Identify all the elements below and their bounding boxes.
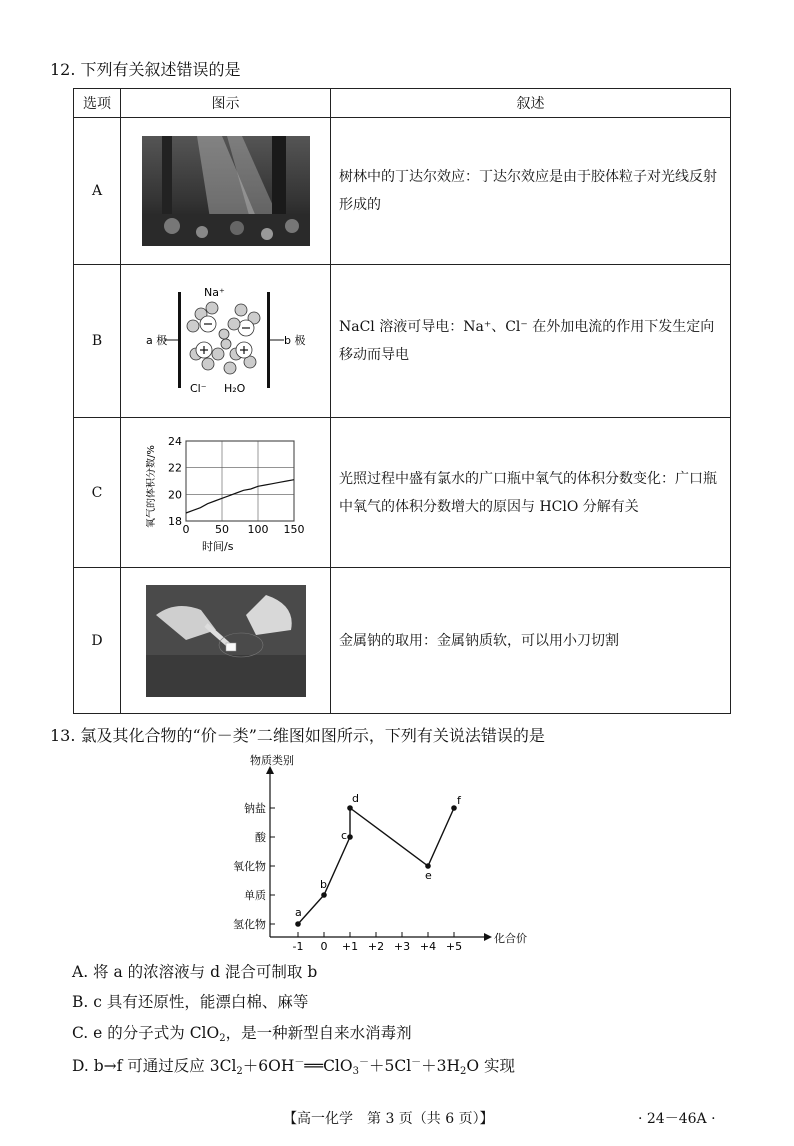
point-label-a: a — [295, 906, 302, 919]
table-row-a — [74, 118, 731, 265]
point-label-d: d — [352, 792, 359, 805]
point-label-c: c — [341, 829, 348, 842]
choice-b: B. c 具有还原性，能漂白棉、麻等 — [72, 993, 309, 1011]
oxygen-fraction-chart — [146, 433, 306, 553]
chartc-y-tick-label: 22 — [167, 461, 182, 475]
nacl-electrolysis-diagram — [146, 284, 306, 399]
chartc-y-tick-label: 20 — [167, 487, 182, 501]
choice-d: D. b→f 可通过反应 $3Cl_2+6OH^-══ClO_3^-+5Cl^-+3H_2O$ 实现 — [72, 1057, 516, 1077]
choice-a: A. 将 a 的浓溶液与 d 混合可制取 b — [72, 963, 318, 981]
y-tick-label: 钠盐 — [244, 802, 266, 815]
x-tick-label: 0 — [320, 940, 328, 952]
valence-class-chart — [230, 752, 550, 952]
table-row-b — [74, 265, 731, 418]
option-description: 树林中的丁达尔效应：丁达尔效应是由于胶体粒子对光线反射形成的 — [331, 118, 731, 265]
chartc-ylabel: 氧气的体积分数/% — [145, 444, 157, 528]
chartc-xlabel: 时间/s — [201, 539, 233, 553]
option-label: C — [74, 418, 121, 568]
chartc-y-tick-label: 24 — [167, 434, 182, 448]
question-13-title: 13. 氯及其化合物的“价－类”二维图如图所示，下列有关说法错误的是 — [50, 726, 545, 745]
chartc-x-tick-label: 50 — [214, 522, 229, 536]
y-tick-label: 氧化物 — [233, 860, 266, 873]
chartc-x-tick-label: 100 — [247, 522, 268, 536]
option-description: 金属钠的取用：金属钠质软，可以用小刀切割 — [331, 568, 731, 714]
y-tick-label: 单质 — [244, 889, 266, 902]
header-figure: 图示 — [121, 89, 331, 118]
point-f — [451, 805, 457, 811]
option-label: A — [74, 118, 121, 265]
x-tick-label: +4 — [419, 940, 437, 952]
choice-c: C. e 的分子式为 ClO$_2$，是一种新型自来水消毒剂 — [72, 1024, 412, 1044]
header-option: 选项 — [74, 89, 121, 118]
option-description: NaCl 溶液可导电：Na⁺、Cl⁻ 在外加电流的作用下发生定向移动而导电 — [331, 265, 731, 418]
x-tick-label: +2 — [367, 940, 385, 952]
page-footer-center: 【高一化学 第 3 页（共 6 页）】 — [283, 1111, 494, 1127]
y-tick-label: 酸 — [255, 831, 266, 844]
sodium-cutting-photo — [146, 585, 306, 697]
point-d — [347, 805, 353, 811]
question-12-title: 12. 下列有关叙述错误的是 — [50, 60, 241, 79]
point-label-b: b — [320, 878, 327, 891]
x-tick-label: +3 — [393, 940, 411, 952]
point-e — [425, 863, 431, 869]
point-a — [295, 921, 301, 927]
na-ion-label: Na⁺ — [203, 285, 225, 299]
options-table — [73, 88, 731, 714]
y-tick-label: 氢化物 — [233, 918, 266, 931]
table-row-c — [74, 418, 731, 568]
table-row-d — [74, 568, 731, 714]
y-axis-label: 物质类别 — [250, 754, 294, 767]
x-tick-label: +5 — [445, 940, 463, 952]
chartc-x-tick-label: 0 — [182, 522, 189, 536]
x-axis-label: 化合价 — [494, 932, 527, 945]
x-tick-label: -1 — [292, 940, 304, 952]
chartc-plot-frame — [186, 441, 294, 521]
point-label-e: e — [425, 869, 432, 882]
point-b — [321, 892, 327, 898]
cl-ion-label: Cl⁻ — [189, 381, 207, 395]
option-label: B — [74, 265, 121, 418]
oxygen-fraction-series-line — [186, 479, 294, 512]
option-description: 光照过程中盛有氯水的广口瓶中氧气的体积分数变化：广口瓶中氧气的体积分数增大的原因与 HClO 分解有关 — [331, 418, 731, 568]
x-tick-label: +1 — [341, 940, 359, 952]
point-label-f: f — [457, 794, 461, 807]
b-pole-label: b 极 — [283, 333, 305, 347]
header-description: 叙述 — [331, 89, 731, 118]
forest-tyndall-photo — [142, 136, 310, 246]
option-label: D — [74, 568, 121, 714]
point-c — [347, 834, 353, 840]
page-footer-right: · 24－46A · — [638, 1111, 716, 1127]
h2o-label: H₂O — [223, 381, 245, 395]
hydrated-ions-cluster — [187, 302, 260, 374]
a-pole-label: a 极 — [145, 333, 167, 347]
chartc-y-tick-label: 18 — [167, 514, 182, 528]
chartc-x-tick-label: 150 — [283, 522, 304, 536]
